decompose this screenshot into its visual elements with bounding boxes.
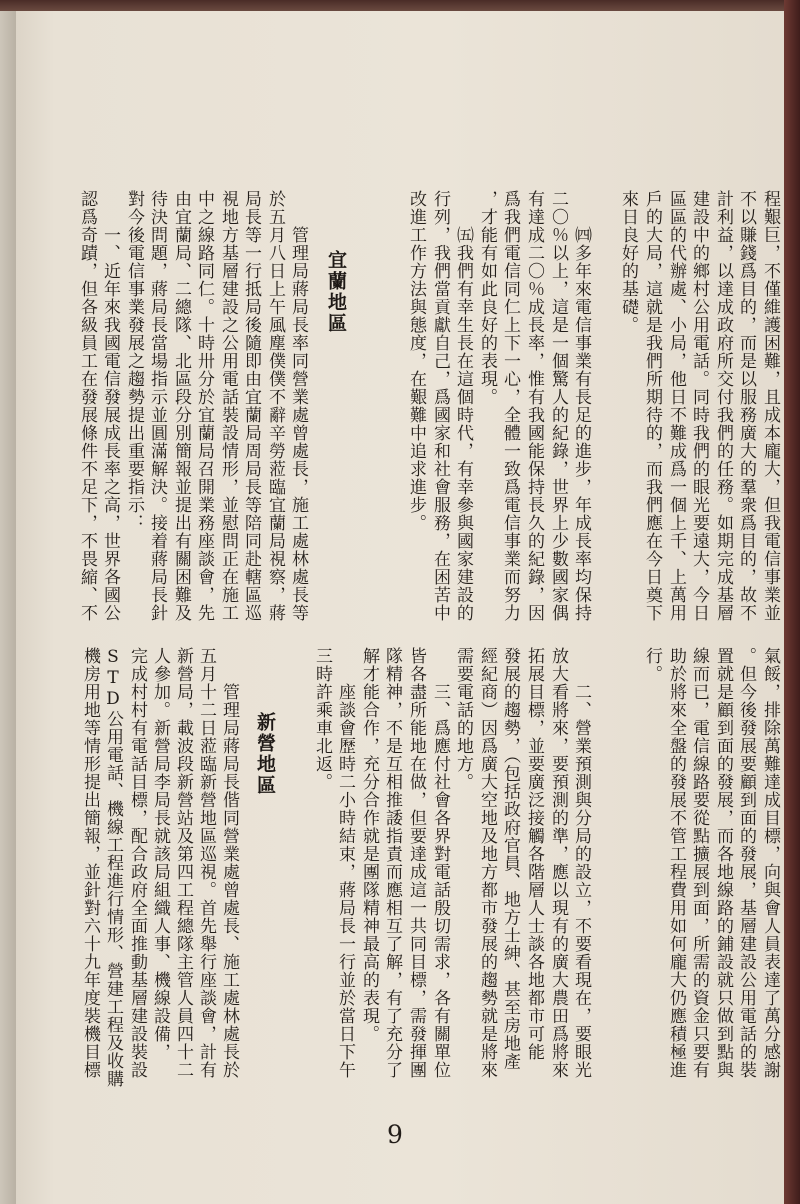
text-column: 置就是顧到面的發展，而各地線路的鋪設就只做到點與: [713, 647, 733, 1079]
text-column: 二、營業預測與分局的設立，不要看現在，要眼光: [571, 683, 591, 1079]
text-column: ㈣多年來電信事業有長足的進步，年成長率均保持: [571, 226, 591, 622]
text-column: 局長等一行抵局後隨即由宜蘭局周局長等陪同赴轄區巡: [241, 190, 261, 622]
text-column: 戶的大局，這就是我們所期待的，而我們應在今日奠下: [642, 190, 662, 622]
text-column: 認爲奇蹟，但各級員工在發展條件不足下，不畏縮、不: [77, 190, 97, 622]
text-column: 線而已，電信線路要從點擴展到面，所需的資金只要有: [689, 647, 709, 1079]
text-column: 。但今後發展要顧到面的發展，基層建設公用電話的裝: [736, 647, 756, 1079]
text-column: ，才能有如此良好的表現。: [477, 190, 497, 406]
text-column: 建設中的鄉村公用電話。同時我們的眼光要遠大，今日: [689, 190, 709, 622]
text-column: 解才能合作，充分合作就是團隊精神最高的表現。: [359, 647, 379, 1043]
page-number: 9: [387, 1120, 403, 1149]
text-column: 經紀商）因爲廣大空地及地方都市發展的趨勢就是將來: [477, 647, 497, 1079]
text-column: 需要電話的地方。: [453, 647, 473, 791]
text-column: 皆各盡所能地在做，但要達成這一共同目標，需發揮團: [406, 647, 426, 1079]
text-column: 程艱巨，不僅維護困難，且成本龐大，但我電信事業並: [760, 190, 780, 622]
section-heading: 宜蘭地區: [325, 250, 347, 334]
text-column: 助於將來全盤的發展不管工程費用如何龐大仍應積極進: [666, 647, 686, 1079]
lower-text-block: [0, 647, 800, 1092]
text-column: 拓展目標，並要廣泛接觸各階層人士談各地都市可能: [524, 647, 544, 1061]
text-column: 人參加。新營局李局長就該局組織人事、機線設備，: [150, 647, 170, 1061]
text-column: 二〇％以上，這是一個驚人的紀錄，世界上少數國家偶: [548, 190, 568, 622]
text-column: 座談會歷時二小時結束，蔣局長一行並於當日下午: [335, 683, 355, 1079]
text-column: 五月十二日蒞臨新營地區巡視。首先舉行座談會，計有: [196, 647, 216, 1079]
book-cover-top-edge: [0, 0, 800, 11]
text-column: 行列，我們當貢獻自己，爲國家和社會服務，在困苦中: [430, 190, 450, 622]
text-column: STD公用電話、機線工程進行情形、營建工程及收購: [103, 647, 123, 1088]
text-column: 管理局蔣局長率同營業處曾處長，施工處林處長等: [288, 226, 308, 622]
text-column: 有達成二〇％成長率，惟有我國能保持長久的紀錄，因: [524, 190, 544, 622]
text-column: 計利益，以達成政府所交付我們的任務。如期完成基層: [713, 190, 733, 622]
text-column: 改進工作方法與態度，在艱難中追求進步。: [406, 190, 426, 532]
text-column: 放大看將來，要預測的準，應以現有的廣大農田爲將來: [548, 647, 568, 1079]
text-column: 於五月八日上午風塵僕僕不辭辛勞蒞臨宜蘭局視察，蔣: [265, 190, 285, 622]
text-column: 管理局蔣局長偕同營業處曾處長、施工處林處長於: [219, 683, 239, 1079]
text-column: 對今後電信事業發展之趨勢提出重要指示：: [124, 190, 144, 532]
text-column: 氣餒，排除萬難達成目標，向與會人員表達了萬分感謝: [760, 647, 780, 1079]
text-column: 中之線路同仁。十時卅分於宜蘭局召開業務座談會，先: [194, 190, 214, 622]
text-column: 不以賺錢爲目的，而是以服務廣大的羣衆爲目的，故不: [736, 190, 756, 622]
upper-text-block: [0, 190, 800, 635]
text-column: 行。: [642, 647, 662, 683]
text-column: 一、近年來我國電信發展成長率之高，世界各國公: [100, 226, 120, 622]
text-column: 新營局，載波段新營站及第四工程總隊主管人員四十二: [173, 647, 193, 1079]
text-column: 區區的代辦處、小局，他日不難成爲一個上千、上萬用: [666, 190, 686, 622]
text-column: 來日良好的基礎。: [618, 190, 638, 334]
section-heading: 新營地區: [254, 712, 276, 796]
text-column: ㈤我們有幸生長在這個時代，有幸參與國家建設的: [453, 226, 473, 622]
text-column: 機房用地等情形提出簡報，並針對六十九年度裝機目標: [80, 647, 100, 1079]
text-column: 視地方基層建設之公用電話裝設情形，並慰問正在施工: [218, 190, 238, 622]
text-column: 爲我們電信同仁上下一心，全體一致爲電信事業而努力: [500, 190, 520, 622]
text-column: 待決問題，蔣局長當場指示並圓滿解決。接着蔣局長針: [147, 190, 167, 622]
text-column: 三時許乘車北返。: [312, 647, 332, 791]
text-column: 發展的趨勢，（包括政府官員、地方士紳、甚至房地產: [500, 647, 520, 1071]
text-column: 隊精神，不是互相推諉指責而應相互了解，有了充分了: [382, 647, 402, 1079]
text-column: 由宜蘭局、二總隊、北區段分別簡報並提出有關困難及: [171, 190, 191, 622]
text-column: 三、爲應付社會各界對電話殷切需求，各有關單位: [430, 683, 450, 1079]
text-column: 完成村村有電話目標，配合政府全面推動基層建設裝設: [127, 647, 147, 1079]
